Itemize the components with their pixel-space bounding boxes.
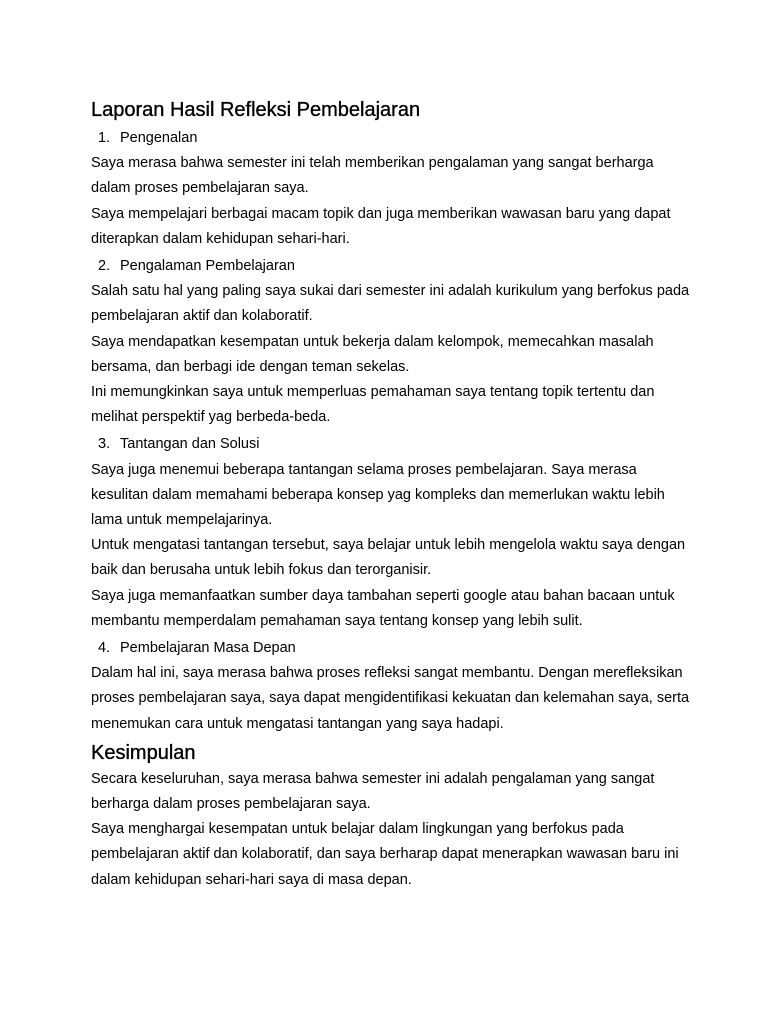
document-title: Laporan Hasil Refleksi Pembelajaran bbox=[91, 99, 421, 121]
paragraph: Saya menghargai kesempatan untuk belajar dalam lingkungan yang berfokus pada pembelajaran aktif dan kolaboratif, dan saya berharap dapat menerapkan wawasan baru ini dalam kehidupan sehari-hari saya di masa depan. bbox=[91, 821, 679, 888]
paragraph: Saya mendapatkan kesempatan untuk bekerja dalam kelompok, memecahkan masalah bersama, dan berbagi ide dengan teman sekelas. bbox=[91, 333, 654, 375]
paragraph: Dalam hal ini, saya merasa bahwa proses refleksi sangat membantu. Dengan merefleksikan proses pembelajaran saya, saya dapat mengidentifikasi kekuatan dan kelemahan saya, serta menemukan cara untuk mengatasi tantangan yang saya hadapi. bbox=[91, 665, 690, 732]
paragraph: Salah satu hal yang paling saya sukai dari semester ini adalah kurikulum yang berfokus pada pembelajaran aktif dan kolaboratif. bbox=[91, 283, 690, 325]
section-title: Tantangan dan Solusi bbox=[120, 436, 260, 453]
section-heading-3 bbox=[91, 432, 691, 457]
paragraph: Saya merasa bahwa semester ini telah memberikan pengalaman yang sangat berharga dalam proses pembelajaran saya. bbox=[91, 155, 654, 197]
paragraph: Untuk mengatasi tantangan tersebut, saya belajar untuk lebih mengelola waktu saya dengan baik dan berusaha untuk lebih fokus dan terorganisir. bbox=[91, 537, 686, 579]
section-title: Pengalaman Pembelajaran bbox=[120, 258, 295, 275]
section-title: Pembelajaran Masa Depan bbox=[120, 640, 296, 657]
paragraph: Saya mempelajari berbagai macam topik dan juga memberikan wawasan baru yang dapat diterapkan dalam kehidupan sehari-hari. bbox=[91, 205, 671, 247]
section-number: 4. bbox=[98, 640, 111, 657]
section-heading-4 bbox=[91, 636, 691, 661]
section-heading-1 bbox=[91, 126, 691, 151]
paragraph: Secara keseluruhan, saya merasa bahwa semester ini adalah pengalaman yang sangat berharga dalam proses pembelajaran saya. bbox=[91, 770, 655, 813]
section-number: 1. bbox=[98, 130, 111, 146]
section-number: 3. bbox=[98, 436, 111, 453]
paragraph: Saya juga memanfaatkan sumber daya tambahan seperti google atau bahan bacaan untuk membantu memperdalam pemahaman saya tentang konsep yang lebih sulit. bbox=[91, 587, 675, 629]
section-heading-2 bbox=[91, 254, 691, 279]
section-title: Pengenalan bbox=[120, 130, 198, 146]
paragraph: Ini memungkinkan saya untuk memperluas pemahaman saya tentang topik tertentu dan melihat perspektif yag berbeda-beda. bbox=[91, 384, 655, 426]
paragraph: Saya juga menemui beberapa tantangan selama proses pembelajaran. Saya merasa kesulitan dalam memahami beberapa konsep yag kompleks dan memerlukan waktu lebih lama untuk mempelajarinya. bbox=[91, 461, 665, 529]
section-number: 2. bbox=[98, 258, 111, 275]
document-body bbox=[91, 96, 691, 893]
conclusion-heading: Kesimpulan bbox=[91, 741, 196, 764]
